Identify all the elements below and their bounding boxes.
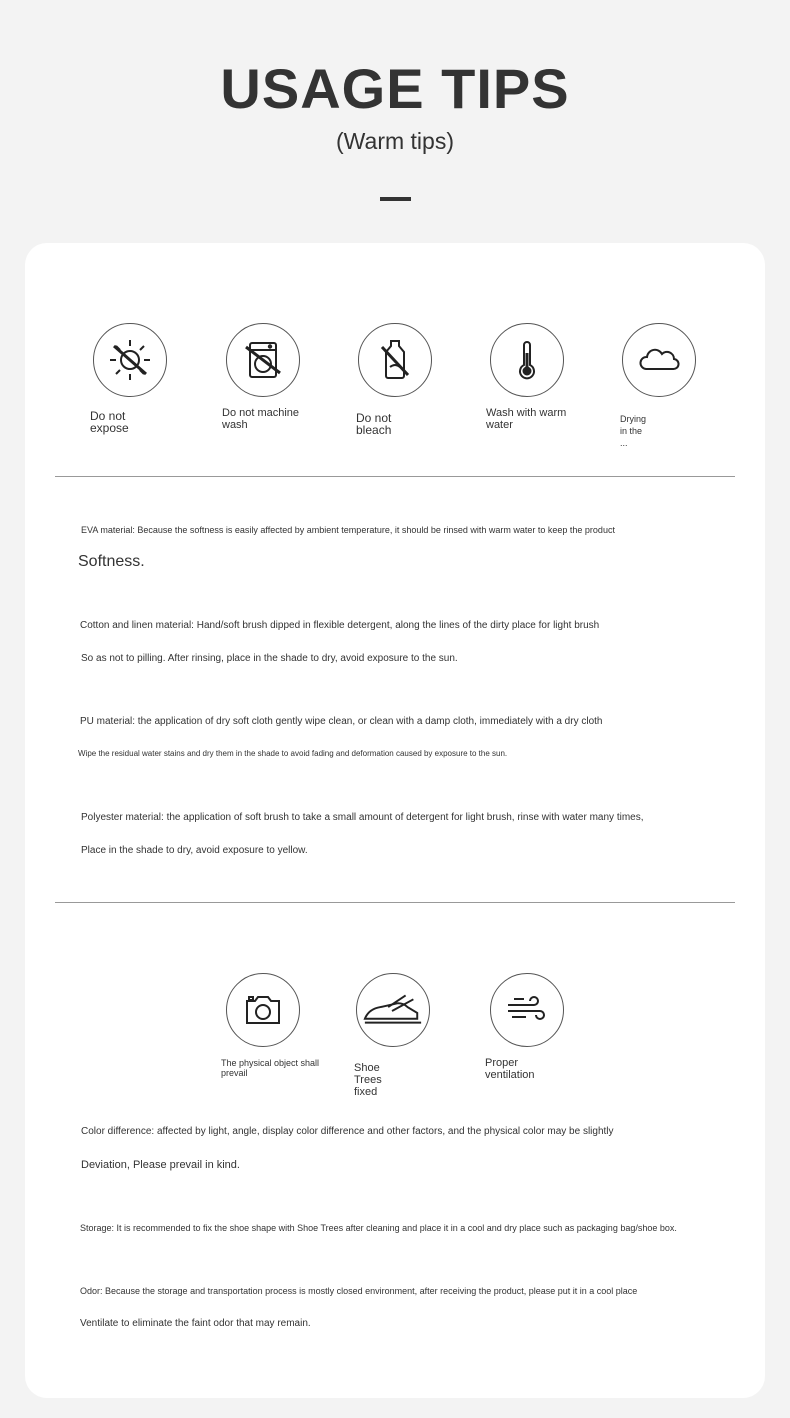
material-note: EVA material: Because the softness is easily affected by ambient temperature, it should be rinsed with warm water to keep the product (81, 525, 615, 535)
care-label: Do not machine wash (222, 407, 300, 431)
tip-label: Shoe Trees fixed (354, 1062, 382, 1098)
no-machine-wash-icon (226, 323, 300, 397)
shoe-tree-icon (356, 973, 430, 1047)
tip-note: Deviation, Please prevail in kind. (81, 1159, 240, 1171)
tip-note: Storage: It is recommended to fix the shoe shape with Shoe Trees after cleaning and place it in a cool and dry place such as packaging bag/shoe box. (80, 1223, 677, 1233)
no-bleach-icon (358, 323, 432, 397)
material-note: Wipe the residual water stains and dry them in the shade to avoid fading and deformation caused by exposure to the sun. (78, 749, 508, 758)
care-label: Do not bleach (356, 411, 392, 437)
tip-note: Color difference: affected by light, angle, display color difference and other factors, and the physical color may be slightly (81, 1126, 614, 1137)
page-title: USAGE TIPS (220, 57, 570, 120)
material-note: Place in the shade to dry, avoid exposure to yellow. (81, 845, 308, 856)
tip-note: Odor: Because the storage and transportation process is mostly closed environment, after receiving the product, please put it in a cool place (80, 1286, 638, 1296)
tip-note: Ventilate to eliminate the faint odor that may remain. (80, 1318, 311, 1329)
material-note: Cotton and linen material: Hand/soft brush dipped in flexible detergent, along the lines of the dirty place for light brush (80, 620, 600, 631)
section-divider (55, 476, 735, 477)
section-divider (55, 902, 735, 903)
camera-icon (226, 973, 300, 1047)
title-divider (380, 197, 411, 201)
material-note: Polyester material: the application of soft brush to take a small amount of detergent for light brush, rinse with water many times, (81, 812, 644, 823)
no-sun-icon (93, 323, 167, 397)
care-label: Do not expose (90, 409, 129, 435)
tip-label: The physical object shall prevail (221, 1058, 320, 1078)
tip-label: Proper ventilation (485, 1057, 535, 1081)
care-label: Drying in the ... (620, 414, 647, 448)
cloud-icon (622, 323, 696, 397)
material-note: PU material: the application of dry soft cloth gently wipe clean, or clean with a damp cloth, immediately with a dry cloth (80, 716, 603, 727)
wind-icon (490, 973, 564, 1047)
material-note: So as not to pilling. After rinsing, place in the shade to dry, avoid exposure to the sun. (81, 653, 458, 664)
care-label: Wash with warm water (486, 407, 567, 431)
material-note: Softness. (78, 553, 145, 570)
thermometer-icon (490, 323, 564, 397)
tips-card (25, 243, 765, 1398)
page-subtitle: (Warm tips) (336, 128, 454, 154)
